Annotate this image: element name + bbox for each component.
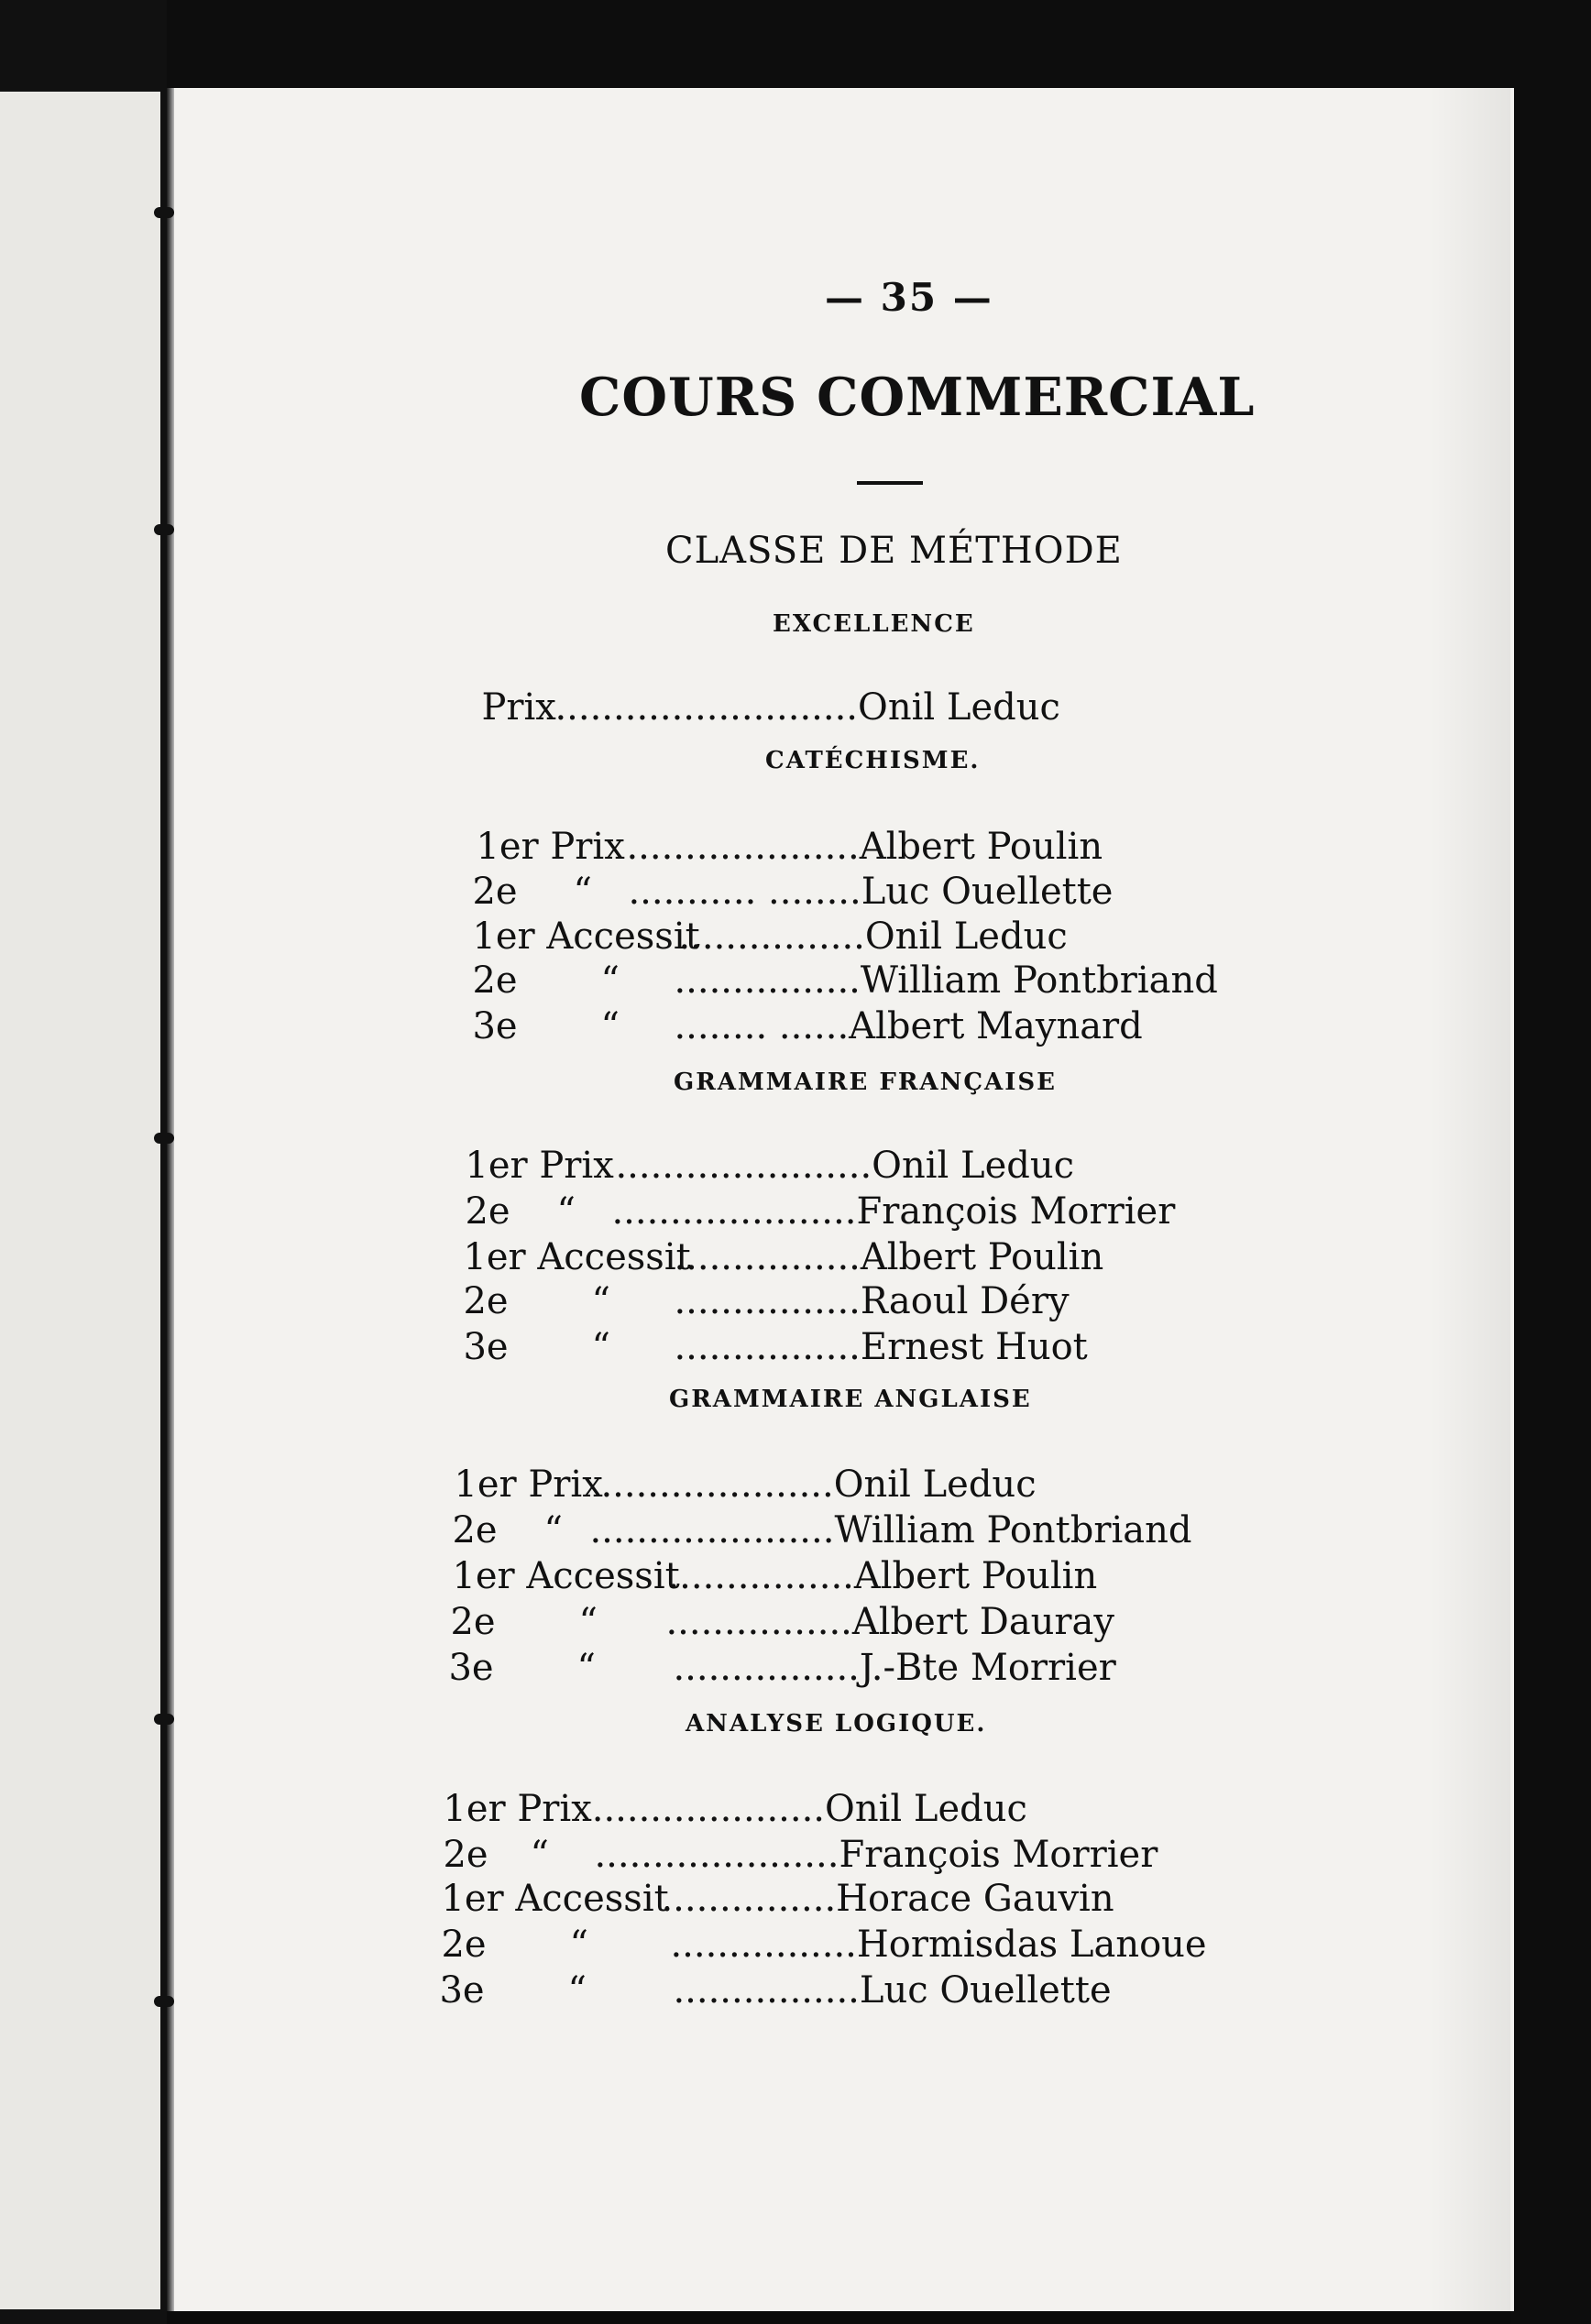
leader-dots: ................ — [673, 1647, 860, 1689]
leader-dots: ................ — [674, 1236, 861, 1278]
award-entry — [425, 1613, 1116, 1689]
award-rank: 3e — [439, 1969, 485, 2012]
award-rank: 2e — [452, 1509, 498, 1551]
award-rank: 1er Prix — [476, 826, 625, 868]
leader-dots: ..................... — [611, 1190, 857, 1233]
award-rank: 3e — [448, 1647, 494, 1689]
leader-dots: ................ — [670, 1924, 857, 1966]
leader-dots: ...................... — [615, 1145, 872, 1187]
award-name: François Morrier — [856, 1190, 1176, 1233]
award-name: William Pontbriand — [834, 1509, 1192, 1551]
leader-dots: ..................... — [589, 1509, 835, 1551]
award-name: Albert Maynard — [849, 1005, 1143, 1047]
award-rank: Prix — [481, 686, 556, 729]
leader-dots: ................... — [603, 1788, 826, 1830]
binding-stitch — [154, 1133, 174, 1144]
award-name: Onil Leduc — [858, 686, 1060, 729]
award-name: Onil Leduc — [833, 1463, 1037, 1506]
award-rank: 2e — [472, 871, 518, 913]
award-name: Luc Ouellette — [859, 1969, 1112, 2012]
award-name: Albert Poulin — [860, 1236, 1104, 1278]
ditto-mark: “ — [600, 959, 620, 1002]
binding-stitch — [154, 524, 174, 535]
ditto-mark: “ — [600, 1005, 620, 1047]
page-number: — 35 — — [825, 275, 993, 320]
award-entry — [458, 652, 1060, 729]
award-name: Horace Gauvin — [836, 1878, 1114, 1920]
leader-dots: ................ — [673, 1969, 860, 2012]
award-rank: 1er Prix. — [443, 1788, 604, 1830]
leader-dots: ................ — [678, 915, 865, 958]
scan-border-top — [0, 0, 1591, 88]
leader-dots: ........... ........ — [628, 871, 861, 913]
binding-stitch — [154, 207, 174, 218]
award-name: J.-Bte Morrier — [859, 1647, 1116, 1689]
leader-dots: ............... — [661, 1878, 837, 1920]
award-rank: 2e — [450, 1601, 496, 1643]
award-name: Onil Leduc — [864, 915, 1068, 958]
leader-dots: ................ — [674, 959, 861, 1002]
award-rank: 2e — [465, 1190, 510, 1233]
award-rank: 2e — [463, 1280, 509, 1322]
award-name: François Morrier — [839, 1834, 1158, 1876]
award-rank: 1er Accessit — [452, 1555, 680, 1597]
page-title: COURS COMMERCIAL — [579, 367, 1256, 428]
leader-dots: ..................... — [594, 1834, 839, 1876]
ditto-mark: “ — [591, 1280, 610, 1322]
award-name: Albert Poulin — [853, 1555, 1098, 1597]
leader-dots: .................... — [626, 826, 860, 868]
award-rank: 1er Prix — [465, 1145, 614, 1187]
ditto-mark: “ — [578, 1601, 598, 1643]
ditto-mark: “ — [573, 871, 592, 913]
section-heading-catechisme: CATÉCHISME. — [765, 747, 981, 774]
award-name: Hormisdas Lanoue — [856, 1924, 1207, 1966]
award-entry — [440, 1292, 1088, 1368]
award-rank: 3e — [463, 1326, 509, 1368]
award-rank: 2e — [443, 1834, 488, 1876]
section-heading-analyse-logique: ANALYSE LOGIQUE. — [686, 1710, 987, 1738]
leader-dots: ........ ...... — [674, 1005, 850, 1047]
ditto-mark: “ — [569, 1924, 588, 1966]
leader-dots: ................ — [665, 1601, 852, 1643]
class-title: CLASSE DE MÉTHODE — [665, 530, 1123, 572]
award-name: William Pontbriand — [860, 959, 1218, 1002]
award-rank: 1er Accessit — [472, 915, 700, 958]
scan-border-right — [1510, 0, 1591, 2324]
award-rank: 1er Prix — [454, 1463, 603, 1506]
award-entry — [416, 1935, 1112, 2012]
award-name: Onil Leduc — [872, 1145, 1075, 1187]
award-entry — [449, 971, 1143, 1045]
section-heading-grammaire-anglaise: GRAMMAIRE ANGLAISE — [669, 1386, 1032, 1413]
award-rank: 3e — [472, 1005, 518, 1047]
award-name: Raoul Déry — [860, 1280, 1070, 1322]
award-name: Albert Poulin — [859, 826, 1103, 868]
ditto-mark: “ — [567, 1969, 587, 2012]
leader-dots: .......................... — [554, 686, 859, 729]
leader-dots: ................ — [667, 1555, 854, 1597]
page-binding — [167, 88, 174, 2311]
section-heading-grammaire-francaise: GRAMMAIRE FRANÇAISE — [674, 1069, 1057, 1096]
award-rank: 2e — [472, 959, 518, 1002]
ditto-mark: “ — [543, 1509, 563, 1551]
ditto-mark: “ — [591, 1326, 610, 1368]
award-name: Albert Dauray — [851, 1601, 1114, 1643]
ditto-mark: “ — [530, 1834, 549, 1876]
facing-page-edge — [0, 92, 160, 2309]
award-rank: 1er Accessit — [441, 1878, 669, 1920]
leader-dots: ................ — [674, 1326, 861, 1368]
leader-dots: ................ — [674, 1280, 861, 1322]
ditto-mark: “ — [576, 1647, 596, 1689]
award-name: Luc Ouellette — [861, 871, 1114, 913]
award-rank: 2e — [441, 1924, 487, 1966]
binding-stitch — [154, 1714, 174, 1725]
leader-dots: .................... — [600, 1463, 834, 1506]
award-name: Onil Leduc — [825, 1788, 1027, 1830]
page-shadow — [1430, 88, 1510, 2311]
award-name: Ernest Huot — [860, 1326, 1088, 1368]
ditto-mark: “ — [556, 1190, 576, 1233]
award-rank: 1er Accessit — [463, 1236, 691, 1278]
binding-stitch — [154, 1996, 174, 2007]
section-heading-excellence: EXCELLENCE — [773, 610, 975, 638]
title-rule — [857, 481, 923, 485]
